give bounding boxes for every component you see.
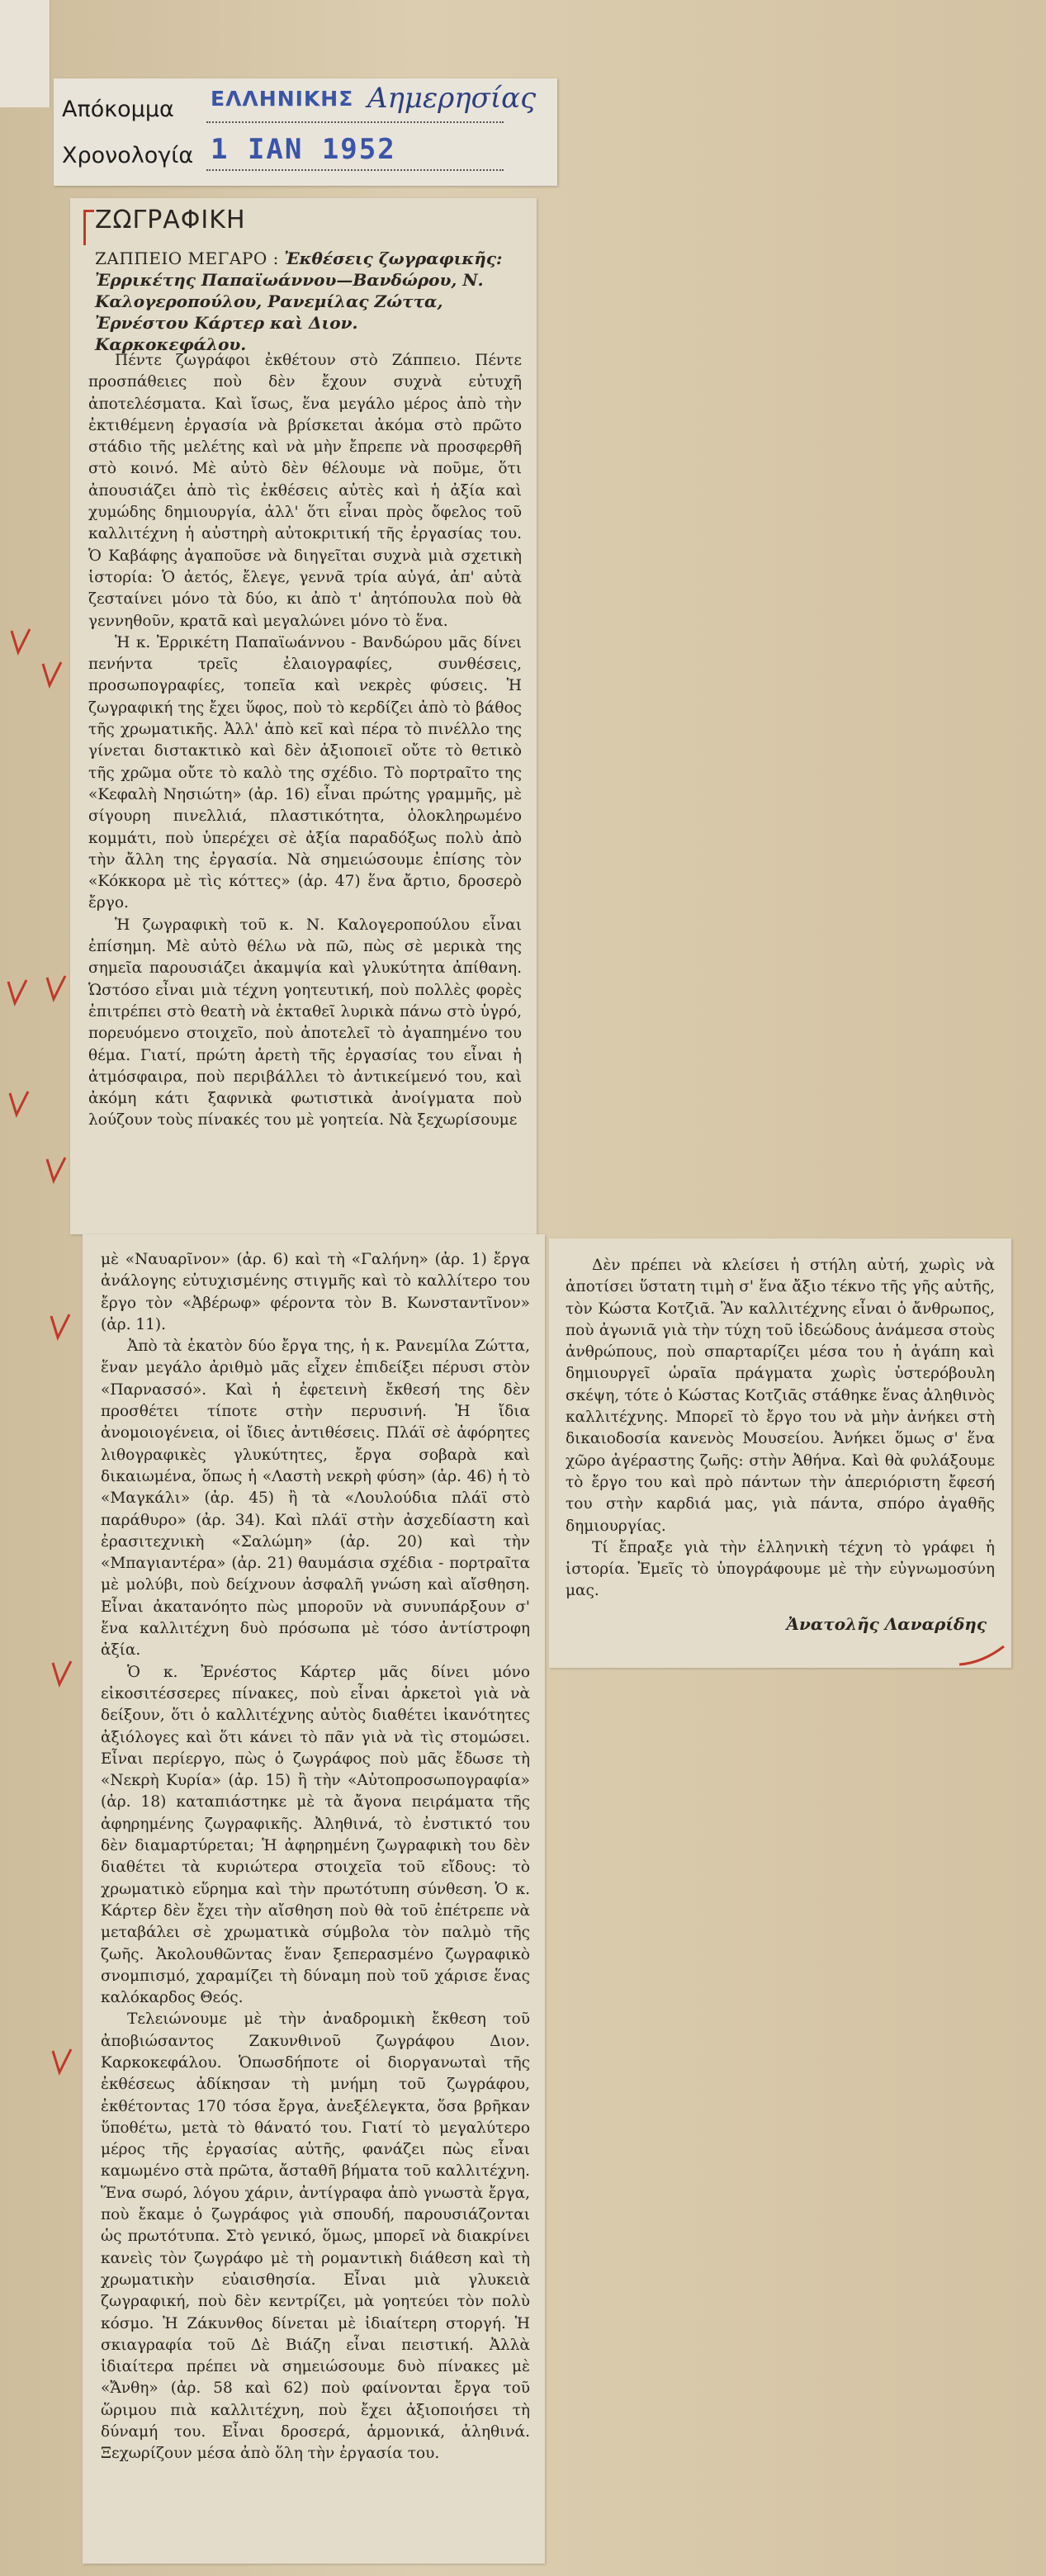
clipping-part-3 — [549, 1238, 1011, 1668]
clipping-part-2 — [83, 1234, 545, 2564]
section-title: ΖΩΓΡΑΦΙΚΗ — [95, 206, 246, 234]
paper-scrap — [0, 0, 50, 107]
red-check-mark — [45, 974, 67, 1004]
red-check-mark — [8, 1090, 30, 1120]
red-check-mark — [7, 978, 28, 1008]
clipping-header-slip — [54, 78, 557, 186]
red-check-mark — [41, 661, 63, 690]
subhead-place: ΖΑΠΠΕΙΟ ΜΕΓΑΡΟ : — [95, 249, 279, 268]
article-column-2 — [101, 1249, 530, 2465]
author-signature: Ἀνατολῆς Λαναρίδης — [786, 1613, 987, 1634]
subhead-text: Ἐκθέσεις ζωγραφικῆς: Ἐρρικέτης Παπαϊωάννου—Βανδώρου, Ν. Καλογεροπούλου, Ρανεμίλας Ζώττα, Ἐρνέστου Κάρτερ καὶ Διον. Καρκοκεφάλου. — [95, 249, 503, 354]
date-dotted-line — [206, 169, 504, 171]
clipping-dotted-line — [206, 121, 504, 123]
newspaper-handwritten: Αημερησίας — [367, 82, 537, 115]
red-check-mark — [10, 627, 31, 657]
paragraph: Πέντε ζωγράφοι ἐκθέτουν στὸ Ζάππειο. Πέντε προσπάθειες ποὺ δὲν ἔχουν συχνὰ εὐτυχῆ ἀποτελέσματα. Καὶ ἴσως, ἕνα μεγάλο μέρος ἀπὸ τὴν ἐκτιθέμενη ἐργασία νὰ βρίσκεται ἀκόμα στὸ πρῶτο στάδιο τῆς μελέτης καὶ νὰ μὴν ἔπρεπε νὰ προσφερθῆ στὸ κοινό. Μὲ αὐτὸ δὲν θέλουμε νὰ ποῦμε, ὅτι ἀπουσιάζει ἀπὸ τὶς ἐκθέσεις αὐτὲς καὶ ἡ ἀξία καὶ χυμώδης δημιουργία, ἀλλ' ὅτι εἶναι πρὸς ὄφελος τοῦ καλλιτέχνη ἡ αὐστηρὴ αὐτοκριτική τῆς ἐργασίας του. Ὁ Καβάφης ἀγαποῦσε νὰ διηγεῖται συχνὰ μιὰ σχετικὴ ἱστορία: Ὁ ἀετός, ἔλεγε, γεννᾶ τρία αὐγά, ἀπ' αὐτὰ ζεσταίνει μόνο τὰ δύο, κι ἀπὸ τ' ἀητόπουλα ποὺ θὰ γεννηθοῦν, κρατᾶ καὶ μεγαλώνει μόνο τὸ ἕνα. — [88, 352, 522, 630]
paragraph: Ἡ ζωγραφικὴ τοῦ κ. Ν. Καλογεροπούλου εἶναι ἐπίσημη. Μὲ αὐτὸ θέλω νὰ πῶ, πὼς σὲ μερικὰ της σημεῖα παρουσιάζει ἀκαμψία καὶ γλυκύτητα ἀπίθανη. Ὡστόσο εἶναι μιὰ τέχνη γοητευτική, ποὺ πολλὲς φορὲς ἐπιτρέπει στὸ θεατὴ νὰ ἐκταθεῖ λυρικὰ πάνω στὸ ὑγρό, πορευόμενο στοιχεῖο, ποὺ ἀποτελεῖ τὸ ἀγαπημένο του θέμα. Γιατί, πρώτη ἀρετὴ τῆς ἐργασίας του εἶναι ἡ ἀτμόσφαιρα, ποὺ περιβάλλει τὸ ἀντικείμενό του, καὶ ἀκόμη κάτι ξαφνικὰ φωτιστικὰ ἀνοίγματα ποὺ λούζουν τοὺς πίνακές του μὲ γοητεία. Νὰ ξεχωρίσουμε — [88, 916, 522, 1129]
paragraph: Τί ἔπραξε γιὰ τὴν ἑλληνικὴ τέχνη τὸ γράφει ἡ ἱστορία. Ἐμεῖς τὸ ὑπογράφουμε μὲ τὴν εὐγνωμοσύνη μας. — [566, 1538, 995, 1600]
clipping-part-1 — [70, 198, 537, 1234]
red-pencil-bracket — [83, 210, 94, 245]
red-check-mark — [51, 1660, 73, 1689]
article-column-1 — [88, 350, 522, 1132]
red-check-mark — [51, 2048, 73, 2077]
red-pencil-arc — [958, 1643, 1007, 1668]
red-check-mark — [45, 1156, 67, 1186]
paragraph: Ἀπὸ τὰ ἑκατὸν δύο ἔργα της, ἡ κ. Ρανεμίλα Ζώττα, ἕναν μεγάλο ἀριθμὸ μᾶς εἶχεν ἐπιδείξει πέρυσι στὸν «Παρνασσό». Καὶ ἡ ἐφετεινὴ ἔκθεσή της δὲν προσθέτει τίποτε στὴν περυσινή. Ἡ ἴδια ἀνομοιογένεια, οἱ ἴδιες ἀντιθέσεις. Πλάϊ σὲ ἀφόρητες λιθογραφικὲς γλυκύτητες, ἔργα σοβαρὰ καὶ δικαιωμένα, ὅπως ἡ «Λαστὴ νεκρὴ φύση» (ἀρ. 46) ἡ τὸ «Μαγκάλι» (ἀρ. 45) ἢ τὰ «Λουλούδια πλάϊ στὸ παράθυρο» (ἀρ. 34). Καὶ πλάϊ στὴν ἀσχεδίαστη καὶ ἐρασιτεχνικὴ «Σαλώμη» (ἀρ. 20) καὶ τὴν «Μπαγιαντέρα» (ἀρ. 21) θαυμάσια σχέδια - πορτραῖτα μὲ μολύβι, ποὺ δείχνουν ἀσφαλῆ γνώση καὶ αἴσθηση. Εἶναι ἀκατανόητο πὼς μποροῦν νὰ συνυπάρξουν σ' ἕνα καλλιτέχνη δυὸ πρόσωπα μὲ τόσο ἀντίστροφη ἀξία. — [101, 1338, 530, 1660]
paragraph: Δὲν πρέπει νὰ κλείσει ἡ στήλη αὐτή, χωρὶς νὰ ἀποτίσει ὕστατη τιμὴ σ' ἕνα ἄξιο τέκνο τῆς γῆς αὐτῆς, τὸν Κώστα Κοτζιᾶ. Ἂν καλλιτέχνης εἶναι ὁ ἄνθρωπος, ποὺ ἀγωνιᾶ γιὰ τὴν τύχη τοῦ ἰδεώδους ἀνάμεσα στοὺς ἀνθρώπους, ποὺ σπαρταρίζει μέσα του ἡ ἀγάπη καὶ δημιουργεῖ ὡραῖα πράγματα χωρὶς ὑστερόβουλη σκέψη, τότε ὁ Κώστας Κοτζιᾶς στάθηκε ἕνας ἀληθινὸς καλλιτέχνης. Μπορεῖ τὸ ἔργο του νὰ μὴν ἀνήκει στὴ δικαιοδοσία κανενὸς Μουσείου. Ἀνήκει ὅμως σ' ἕνα χῶρο ἀγέραστης ζωῆς: στὴν Ἀθήνα. Καὶ θὰ φυλάξουμε τὸ ἔργο του καὶ πρὸ πάντων τὴν ἀπεριόριστη ἔφεσή του στὴν καρδιά μας, γιὰ πάντα, σπόρο ἀγαθῆς δημιουργίας. — [566, 1257, 995, 1535]
date-label: Χρονολογία — [62, 143, 194, 168]
newspaper-stamp: ΕΛΛΗΝΙΚΗΣ — [211, 87, 354, 111]
red-check-mark — [50, 1313, 71, 1342]
date-stamp: 1 ΙΑΝ 1952 — [211, 133, 396, 166]
paragraph: Ὁ κ. Ἐρνέστος Κάρτερ μᾶς δίνει μόνο εἰκοσιτέσσερες πίνακες, ποὺ εἶναι ἀρκετοὶ γιὰ νὰ δείξουν, ὅτι ὁ καλλιτέχνης αὐτὸς διαθέτει ἱκανότητες ἀξιόλογες καὶ ὅτι κάνει τὸ πᾶν γιὰ νὰ τὶς στομώσει. Εἶναι περίεργο, πὼς ὁ ζωγράφος ποὺ μᾶς ἔδωσε τὴ «Νεκρὴ Κυρία» (ἀρ. 15) ἢ τὴν «Αὐτοπροσωπογραφία» (ἀρ. 18) καταπιάστηκε μὲ τὰ ἄγονα πειράματα τῆς ἀφηρημένης ζωγραφικῆς. Ἀληθινά, τὸ ἐνστικτό του δὲν διαμαρτύρεται; Ἡ ἀφηρημένη ζωγραφικὴ του δὲν διαθέτει τὰ κυριώτερα στοιχεῖα τοῦ εἴδους: τὸ χρωματικὸ εὕρημα καὶ τὴν πρωτότυπη σύνθεση. Ὁ κ. Κάρτερ δὲν ἔχει τὴν αἴσθηση ποὺ θὰ τοῦ ἐπέτρεπε νὰ μεταβάλει σὲ χρωματικὰ σύμβολα τὸν παλμὸ τῆς ζωῆς. Ἀκολουθῶντας ἕναν ξεπερασμένο ζωγραφικὸ σνομπισμό, χαραμίζει τὴ δύναμη ποὺ τοῦ χάρισε ἕνας καλόκαρδος Θεός. — [101, 1663, 530, 2007]
clipping-label: Απόκομμα — [62, 97, 174, 122]
article-subhead — [95, 248, 508, 355]
paragraph: Τελειώνουμε μὲ τὴν ἀναδρομικὴ ἔκθεση τοῦ ἀποβιώσαντος Ζακυνθινοῦ ζωγράφου Διον. Καρκοκεφάλου. Ὁπωσδήποτε οἱ διοργανωταὶ τῆς ἐκθέσεως ἀδίκησαν τὴ μνήμη τοῦ ζωγράφου, ἐκθέτοντας 170 τόσα ἔργα, ἀνεξέλεγκτα, ὅσα βρῆκαν ὕποθέτω, μετὰ τὸ θάνατό του. Γιατί τὸ μεγαλύτερο μέρος τῆς ἐργασίας αὐτῆς, φανάζει πὼς εἶναι καμωμένο στὰ πρῶτα, ἄσταθῆ βήματα τοῦ καλλιτέχνη. Ἕνα σωρό, λόγου χάριν, ἀντίγραφα ἀπὸ γνωστὰ ἔργα, ποὺ ἔκαμε ὁ ζωγράφος γιὰ σπουδή, παρουσιάζονται ὡς πρωτότυπα. Στὸ γενικό, ὅμως, μπορεῖ νὰ διακρίνει κανεὶς τὸν ζωγράφο μὲ τὴ ρομαντικὴ διάθεση καὶ τὴ χρωματικὴν εὐαισθησία. Εἶναι μιὰ γλυκειὰ ζωγραφική, ποὺ δὲν κεντρίζει, μὰ γοητεύει τὸν πολὺ κόσμο. Ἡ Ζάκυνθος δίνεται μὲ ἰδιαίτερη στοργή. Ἡ σκιαγραφία τοῦ Δὲ Βιάζη εἶναι πειστική. Ἀλλὰ ἰδιαίτερα πρέπει νὰ σημειώσουμε δυὸ πίνακες μὲ «Ἄνθη» (ἀρ. 58 καὶ 62) ποὺ φαίνονται ἔργα τοῦ ὥριμου πιὰ καλλιτέχνη, ποὺ ἔχει ἀξιοποιήσει τὴ δύναμή του. Εἶναι δροσερά, ἁρμονικά, ἀληθινά. Ξεχωρίζουν μέσα ἀπὸ ὅλη τὴν ἐργασία του. — [101, 2010, 530, 2463]
article-column-3 — [566, 1255, 995, 1603]
paragraph: Ἡ κ. Ἐρρικέτη Παπαϊωάννου - Βανδώρου μᾶς δίνει πενήντα τρεῖς ἐλαιογραφίες, συνθέσεις, προσωπογραφίες, τοπεῖα καὶ νεκρὲς φύσεις. Ἡ ζωγραφική της ἔχει ὕφος, ποὺ τὸ κερδίζει ἀπὸ τὸ βάθος τῆς χρωματικῆς. Ἀλλ' ἀπὸ κεῖ καὶ πέρα τὸ πινέλλο της γίνεται διστακτικὸ καὶ δὲν ἀξιοποιεῖ οὔτε τὸ θετικὸ τῆς χρῶμα οὔτε τὸ καλὸ της σχέδιο. Τὸ πορτραῖτο της «Κεφαλὴ Νησιώτη» (ἀρ. 16) εἶναι πρώτης γραμμῆς, μὲ σίγουρη πινελλιά, πλαστικότητα, ὁλοκληρωμένο κομμάτι, ποὺ ὑπερέχει σὲ ἀξία παραδόξως πολὺ ἀπὸ τὴν ἄλλη της ἐργασία. Νὰ σημειώσουμε ἐπίσης τὸν «Κόκκορα μὲ τὶς κόττες» (ἀρ. 47) ἕνα ἄρτιο, δροσερὸ ἔργο. — [88, 633, 522, 912]
paragraph: μὲ «Ναυαρῖνον» (ἀρ. 6) καὶ τὴ «Γαλήνη» (ἀρ. 1) ἔργα ἀνάλογης εὐτυχισμένης στιγμῆς καὶ τὸ καλλίτερο του ἔργο τὸν «Ἀβέρωφ» φέροντα τὸν Β. Κωνσταντῖνον» (ἀρ. 11). — [101, 1251, 530, 1333]
